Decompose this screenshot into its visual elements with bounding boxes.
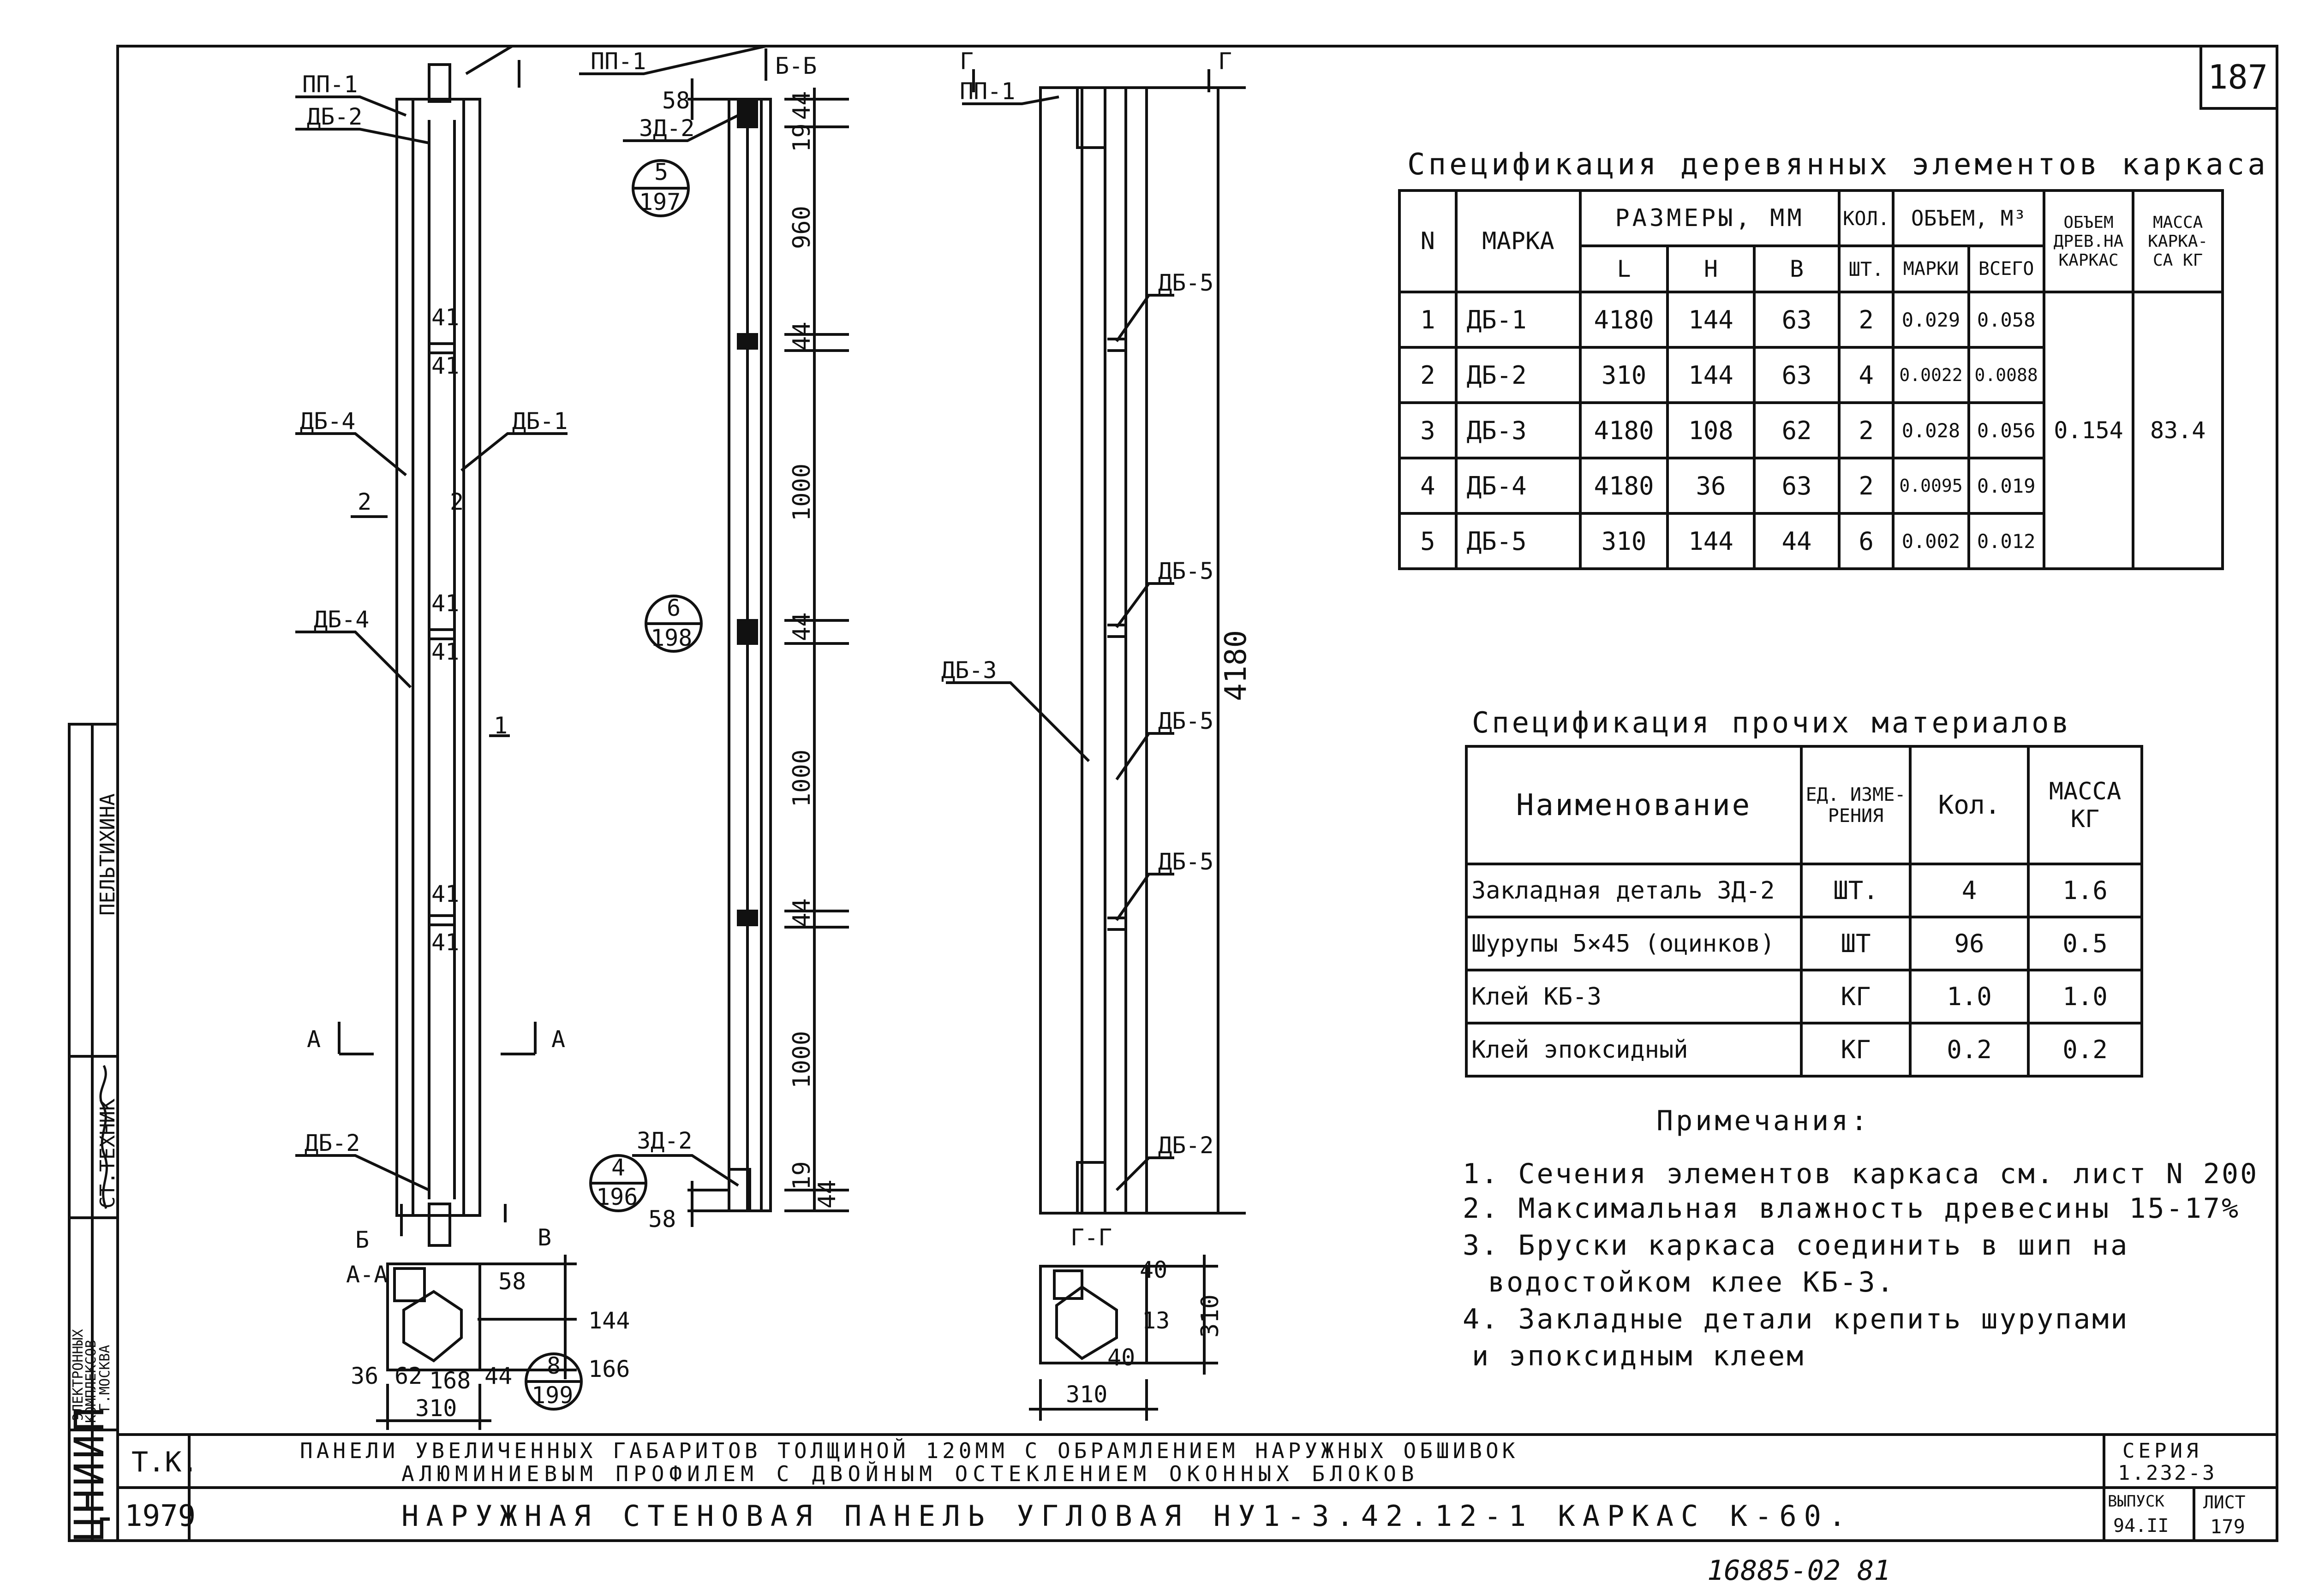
wood-cell: 4180 <box>1580 292 1667 347</box>
dim-44-b: 44 <box>788 322 816 351</box>
other-cell: Закладная деталь 3Д-2 <box>1466 864 1801 917</box>
wood-cell: 310 <box>1580 513 1667 569</box>
wood-cell: 2 <box>1839 403 1894 458</box>
label-db2-c: ДБ-2 <box>1158 1132 1214 1159</box>
issue-label: ВЫПУСК <box>2108 1492 2164 1511</box>
label-41-f: 41 <box>431 929 460 956</box>
label-db5-a: ДБ-5 <box>1158 269 1214 296</box>
table-row <box>1399 292 2223 347</box>
label-41-a: 41 <box>431 304 460 331</box>
label-n1: 1 <box>494 712 508 739</box>
other-cell: 0.2 <box>1910 1023 2028 1076</box>
label-n2-a: 2 <box>358 488 372 515</box>
wood-cell: 144 <box>1667 292 1755 347</box>
wood-cell: 4 <box>1839 347 1894 403</box>
other-cell: 1.0 <box>1910 970 2028 1023</box>
signature-mark <box>92 1061 118 1213</box>
wood-cell: 36 <box>1667 458 1755 513</box>
dim-19-top: 19 <box>788 123 816 152</box>
wood-cell: 0.0095 <box>1893 458 1968 513</box>
dim-62: 62 <box>394 1363 423 1389</box>
wood-h-n: N <box>1399 191 1456 292</box>
title-line-1: ПАНЕЛИ УВЕЛИЧЕННЫХ ГАБАРИТОВ ТОЛЩИНОЙ 120ММ С ОБРАМЛЕНИЕМ НАРУЖНЫХ ОБШИВОК <box>300 1438 1519 1463</box>
wood-cell: ДБ-5 <box>1456 513 1581 569</box>
wood-h-volume: ОБЪЕМ, М³ <box>1893 191 2044 246</box>
wood-h-vol-total: ВСЕГО <box>1969 246 2044 292</box>
ref1-bot: 197 <box>639 189 681 215</box>
dim-40-b: 40 <box>1107 1344 1136 1371</box>
label-g-left: Г <box>960 48 974 75</box>
label-a-right: А <box>551 1026 566 1053</box>
title-main: НАРУЖНАЯ СТЕНОВАЯ ПАНЕЛЬ УГЛОВАЯ НУ1-3.42.12-1 КАРКАС К-60. <box>401 1499 1853 1533</box>
ref2-bot: 198 <box>651 625 693 651</box>
page-number: 187 <box>2208 58 2268 96</box>
wood-cell: 2 <box>1839 292 1894 347</box>
org-code: Т.К. <box>131 1446 198 1478</box>
frame-mass-total: 83.4 <box>2133 292 2223 569</box>
other-spec-table <box>1465 745 2143 1078</box>
wood-cell: ДБ-2 <box>1456 347 1581 403</box>
dim-310-aa: 310 <box>415 1395 457 1422</box>
label-zd2-a: 3Д-2 <box>639 115 695 142</box>
table-row <box>1466 917 2142 970</box>
wood-spec-title: Спецификация деревянных элементов каркаса <box>1407 148 2269 182</box>
wood-h-qty: КОЛ. <box>1839 191 1894 246</box>
other-cell: 1.6 <box>2028 864 2142 917</box>
label-db4-b: ДБ-4 <box>314 606 370 633</box>
wood-h-frame-mass: МАССА КАРКА- СА КГ <box>2133 191 2223 292</box>
label-41-c: 41 <box>431 590 460 617</box>
dim-44-top: 44 <box>788 91 816 120</box>
ref2-top: 6 <box>667 595 681 621</box>
wood-cell: 0.028 <box>1893 403 1968 458</box>
label-db3: ДБ-3 <box>941 657 997 684</box>
series-label: СЕРИЯ <box>2122 1439 2202 1463</box>
dim-13: 13 <box>1142 1307 1170 1334</box>
dim-960: 960 <box>788 206 816 249</box>
wood-cell: 0.012 <box>1969 513 2044 569</box>
note-item: и эпоксидным клеем <box>1472 1340 1805 1372</box>
wood-h-h: H <box>1667 246 1755 292</box>
stamp-cniip: ЦНИИП <box>66 1405 113 1541</box>
label-41-d: 41 <box>431 638 460 665</box>
wood-cell: 63 <box>1754 347 1839 403</box>
wood-h-wood-volume: ОБЪЕМ ДРЕВ.НА КАРКАС <box>2044 191 2134 292</box>
wood-h-mark: МАРКА <box>1456 191 1581 292</box>
ref4-top: 8 <box>547 1352 561 1379</box>
wood-h-l: L <box>1580 246 1667 292</box>
wood-h-vol-mark: МАРКИ <box>1893 246 1968 292</box>
dim-36: 36 <box>351 1363 379 1389</box>
wood-cell: ДБ-1 <box>1456 292 1581 347</box>
view-right <box>946 69 1246 1213</box>
wood-cell: 1 <box>1399 292 1456 347</box>
dim-168: 168 <box>429 1367 471 1394</box>
other-h-mass: МАССА КГ <box>2028 746 2142 864</box>
label-section-aa: А-А <box>346 1261 388 1288</box>
other-cell: Клей КБ-3 <box>1466 970 1801 1023</box>
wood-cell: 63 <box>1754 458 1839 513</box>
dim-166: 166 <box>588 1356 630 1382</box>
wood-cell: 4180 <box>1580 458 1667 513</box>
dim-1000-b: 1000 <box>788 749 816 807</box>
notes-title: Примечания: <box>1656 1105 1871 1137</box>
label-pp1-b: ПП-1 <box>591 48 646 75</box>
dim-1000-a: 1000 <box>788 463 816 521</box>
label-section-gg: Г-Г <box>1070 1224 1112 1251</box>
ref4-bot: 199 <box>532 1382 574 1409</box>
stamp-org-line2: КОМПЛЕКСОВ <box>83 1340 99 1423</box>
wood-h-qty-unit: ШТ. <box>1839 246 1894 292</box>
wood-cell: 310 <box>1580 347 1667 403</box>
stamp-role: СТ.ТЕХНИК <box>96 1098 120 1209</box>
label-db1: ДБ-1 <box>512 408 568 435</box>
wood-cell: 0.0022 <box>1893 347 1968 403</box>
wood-cell: 144 <box>1667 347 1755 403</box>
wood-cell: 63 <box>1754 292 1839 347</box>
other-cell: 1.0 <box>2028 970 2142 1023</box>
dim-44-c: 44 <box>788 612 816 641</box>
wood-cell: 0.058 <box>1969 292 2044 347</box>
wood-cell: 3 <box>1399 403 1456 458</box>
other-cell: КГ <box>1801 1023 1910 1076</box>
wood-cell: 4180 <box>1580 403 1667 458</box>
note-item: водостойком клее КБ-3. <box>1488 1266 1895 1298</box>
label-db4-a: ДБ-4 <box>300 408 356 435</box>
note-item: 1. Сечения элементов каркаса см. лист N 200 <box>1463 1158 2259 1190</box>
label-zd2-b: 3Д-2 <box>637 1127 693 1154</box>
wood-cell: 6 <box>1839 513 1894 569</box>
dim-44-d: 44 <box>788 898 816 927</box>
label-db2-b: ДБ-2 <box>305 1130 360 1156</box>
other-cell: ШТ. <box>1801 864 1910 917</box>
label-b-bottom: Б <box>355 1227 370 1253</box>
other-cell: Клей эпоксидный <box>1466 1023 1801 1076</box>
label-db2-a: ДБ-2 <box>307 103 363 130</box>
wood-h-sizes: РАЗМЕРЫ, ММ <box>1580 191 1839 246</box>
other-cell: 0.5 <box>2028 917 2142 970</box>
wood-cell: 62 <box>1754 403 1839 458</box>
other-cell: 0.2 <box>2028 1023 2142 1076</box>
note-item: 4. Закладные детали крепить шурупами <box>1463 1303 2129 1335</box>
table-row <box>1466 970 2142 1023</box>
label-a-left: А <box>307 1026 321 1053</box>
label-g-right: Г <box>1218 48 1232 75</box>
wood-cell: 144 <box>1667 513 1755 569</box>
wood-cell: ДБ-3 <box>1456 403 1581 458</box>
label-41-b: 41 <box>431 352 460 379</box>
stamp-org-line1: ЭЛЕКТРОННЫХ <box>70 1329 86 1421</box>
wood-h-b: B <box>1754 246 1839 292</box>
sheet-label: ЛИСТ <box>2203 1492 2246 1513</box>
label-pp1-c: ПП-1 <box>960 78 1016 105</box>
dim-144: 144 <box>588 1307 630 1334</box>
dim-310-gg: 310 <box>1066 1381 1108 1408</box>
dim-19-bot: 19 <box>788 1161 816 1190</box>
label-section-bb: Б-Б <box>775 53 817 79</box>
ref3-bot: 196 <box>596 1184 638 1210</box>
wood-cell: 0.029 <box>1893 292 1968 347</box>
other-cell: КГ <box>1801 970 1910 1023</box>
label-n2-b: 2 <box>450 488 464 515</box>
other-h-name: Наименование <box>1466 746 1801 864</box>
wood-cell: ДБ-4 <box>1456 458 1581 513</box>
series-value: 1.232-3 <box>2118 1461 2217 1485</box>
dim-4180: 4180 <box>1219 630 1253 701</box>
other-cell: Шурупы 5×45 (оцинков) <box>1466 917 1801 970</box>
dim-58-b: 58 <box>648 1206 676 1233</box>
other-cell: 96 <box>1910 917 2028 970</box>
wood-cell: 44 <box>1754 513 1839 569</box>
other-cell: ШТ <box>1801 917 1910 970</box>
issue-value: 94.II <box>2113 1515 2169 1536</box>
archive-number: 16885-02 81 <box>1707 1554 1891 1587</box>
wood-cell: 0.056 <box>1969 403 2044 458</box>
label-db5-b: ДБ-5 <box>1158 558 1214 584</box>
section-gg <box>1029 1255 1218 1421</box>
sheet-value: 179 <box>2210 1515 2245 1538</box>
table-row <box>1466 1023 2142 1076</box>
wood-spec-table <box>1398 189 2224 570</box>
dim-44-bot: 44 <box>813 1179 841 1209</box>
note-item: 2. Максимальная влажность древесины 15-17% <box>1463 1192 2241 1225</box>
wood-cell: 2 <box>1839 458 1894 513</box>
dim-58-a: 58 <box>498 1268 526 1295</box>
note-item: 3. Бруски каркаса соединить в шип на <box>1463 1229 2129 1262</box>
label-db5-c: ДБ-5 <box>1158 708 1214 734</box>
other-cell: 4 <box>1910 864 2028 917</box>
year: 1979 <box>125 1499 196 1533</box>
wood-cell: 0.019 <box>1969 458 2044 513</box>
ref1-top: 5 <box>654 159 669 185</box>
label-41-e: 41 <box>431 881 460 907</box>
other-h-qty: Кол. <box>1910 746 2028 864</box>
table-row <box>1466 864 2142 917</box>
wood-volume-total: 0.154 <box>2044 292 2134 569</box>
dim-40-a: 40 <box>1140 1257 1168 1283</box>
wood-cell: 5 <box>1399 513 1456 569</box>
dim-310-vert: 310 <box>1196 1294 1224 1338</box>
wood-cell: 108 <box>1667 403 1755 458</box>
dim-44-aa: 44 <box>484 1363 513 1389</box>
label-v-bottom: В <box>538 1224 552 1251</box>
wood-cell: 2 <box>1399 347 1456 403</box>
stamp-org-line3: Г.МОСКВА <box>97 1345 113 1411</box>
wood-cell: 4 <box>1399 458 1456 513</box>
title-line-2: АЛЮМИНИЕВЫМ ПРОФИЛЕМ С ДВОЙНЫМ ОСТЕКЛЕНИЕМ ОКОННЫХ БЛОКОВ <box>401 1461 1419 1486</box>
dim-1000-c: 1000 <box>788 1030 816 1089</box>
other-spec-title: Спецификация прочих материалов <box>1472 706 2072 739</box>
dim-58-c: 58 <box>662 87 690 114</box>
stamp-name: ПЕЛЬТИХИНА <box>96 793 120 916</box>
label-db5-d: ДБ-5 <box>1158 848 1214 875</box>
label-pp1-a: ПП-1 <box>302 71 358 98</box>
wood-cell: 0.0088 <box>1969 347 2044 403</box>
ref3-top: 4 <box>611 1154 626 1181</box>
wood-cell: 0.002 <box>1893 513 1968 569</box>
other-h-unit: ЕД. ИЗМЕ- РЕНИЯ <box>1801 746 1910 864</box>
